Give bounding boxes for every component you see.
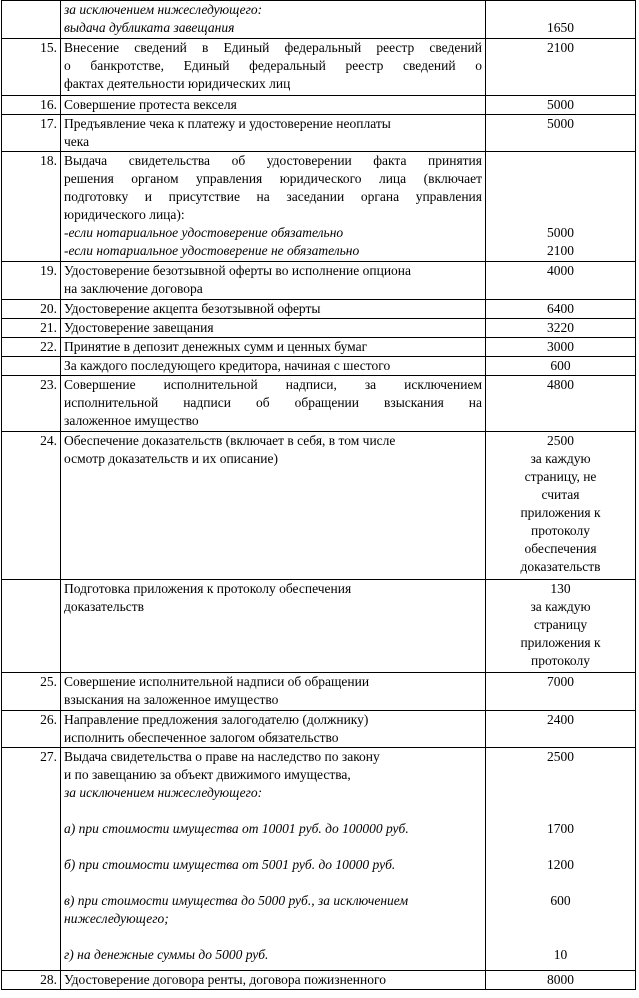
row-number: 19. — [2, 262, 61, 300]
row-description: Подготовка приложения к протоколу обеспечения доказательств — [61, 580, 486, 673]
table-row — [2, 300, 636, 319]
row-number: 16. — [2, 96, 61, 115]
row-amount: 2500 за каждую страницу, не считая приложения к протоколу обеспечения доказательств — [486, 432, 636, 580]
row-amount: 5000 — [486, 115, 636, 152]
row-number: 22. — [2, 338, 61, 357]
row-number: 15. — [2, 39, 61, 96]
row-description: Совершение исполнительной надписи, за исключением исполнительной надписи об обращении взыскания на заложенное имущество — [61, 376, 486, 432]
row-amount: 8000 — [486, 971, 636, 990]
fee-schedule-document — [1, 0, 638, 996]
row-description: Удостоверение договора ренты, договора пожизненного — [61, 971, 486, 990]
row-description: Совершение протеста векселя — [61, 96, 486, 115]
row-number — [2, 580, 61, 673]
table-row — [2, 262, 636, 300]
row-description: Внесение сведений в Единый федеральный реестр сведений о банкротстве, Единый федеральный реестр сведений о фактах деятельности юридических лиц — [61, 39, 486, 96]
table-row — [2, 748, 636, 971]
row-number: 24. — [2, 432, 61, 580]
row-number: 26. — [2, 711, 61, 748]
row-number: 23. — [2, 376, 61, 432]
row-number — [2, 357, 61, 376]
notary-fee-table — [1, 0, 636, 990]
row-description: Удостоверение безотзывной оферты во исполнение опциона на заключение договора — [61, 262, 486, 300]
row-number — [2, 1, 61, 39]
row-description: Выдача свидетельства о праве на наследство по закону и по завещанию за объект движимого имущества, за исключением нижеследующего: а) при стоимости имущества от 10001 руб. до 100000 руб. б) при стоимости имущества от 5001 руб. до 10000 руб. в) при стоимости имущества до 5000 руб., за исключением нижеследующего; г) на денежные суммы до 5000 руб. — [61, 748, 486, 971]
table-row — [2, 319, 636, 338]
row-description: Выдача свидетельства об удостоверении факта принятия решения органом управления юридического лица (включает подготовку и присутствие на заседании органа управления юридического лица): -если нотариальное удостоверение обязательно -если нотариальное удостоверение не обязательно — [61, 152, 486, 262]
row-description: Удостоверение завещания — [61, 319, 486, 338]
row-number: 20. — [2, 300, 61, 319]
row-amount: 130 за каждую страницу приложения к протоколу — [486, 580, 636, 673]
row-amount: 2100 — [486, 39, 636, 96]
table-row — [2, 115, 636, 152]
row-amount: 7000 — [486, 673, 636, 711]
table-row — [2, 39, 636, 96]
row-description: за исключением нижеследующего: выдача дубликата завещания — [61, 1, 486, 39]
row-amount: 4000 — [486, 262, 636, 300]
row-description: Принятие в депозит денежных сумм и ценных бумаг — [61, 338, 486, 357]
row-description: Направление предложения залогодателю (должнику) исполнить обеспеченное залогом обязательство — [61, 711, 486, 748]
row-amount: 5000 2100 — [486, 152, 636, 262]
row-amount: 4800 — [486, 376, 636, 432]
row-description: Предъявление чека к платежу и удостоверение неоплаты чека — [61, 115, 486, 152]
row-amount: 3220 — [486, 319, 636, 338]
table-row — [2, 971, 636, 990]
table-row — [2, 673, 636, 711]
row-number: 21. — [2, 319, 61, 338]
row-amount: 1650 — [486, 1, 636, 39]
row-description: За каждого последующего кредитора, начиная с шестого — [61, 357, 486, 376]
table-row — [2, 357, 636, 376]
table-row — [2, 338, 636, 357]
table-row — [2, 1, 636, 39]
row-amount: 2400 — [486, 711, 636, 748]
row-description: Обеспечение доказательств (включает в себя, в том числе осмотр доказательств и их описание) — [61, 432, 486, 580]
table-row — [2, 376, 636, 432]
row-amount: 3000 — [486, 338, 636, 357]
table-row — [2, 152, 636, 262]
row-description: Совершение исполнительной надписи об обращении взыскания на заложенное имущество — [61, 673, 486, 711]
table-row — [2, 96, 636, 115]
row-number: 27. — [2, 748, 61, 971]
table-row — [2, 580, 636, 673]
row-number: 17. — [2, 115, 61, 152]
row-amount: 600 — [486, 357, 636, 376]
row-number: 28. — [2, 971, 61, 990]
row-description: Удостоверение акцепта безотзывной оферты — [61, 300, 486, 319]
row-number: 18. — [2, 152, 61, 262]
row-amount: 5000 — [486, 96, 636, 115]
table-row — [2, 711, 636, 748]
row-number: 25. — [2, 673, 61, 711]
table-row — [2, 432, 636, 580]
row-amount: 6400 — [486, 300, 636, 319]
row-amount: 2500 1700 1200 600 10 — [486, 748, 636, 971]
